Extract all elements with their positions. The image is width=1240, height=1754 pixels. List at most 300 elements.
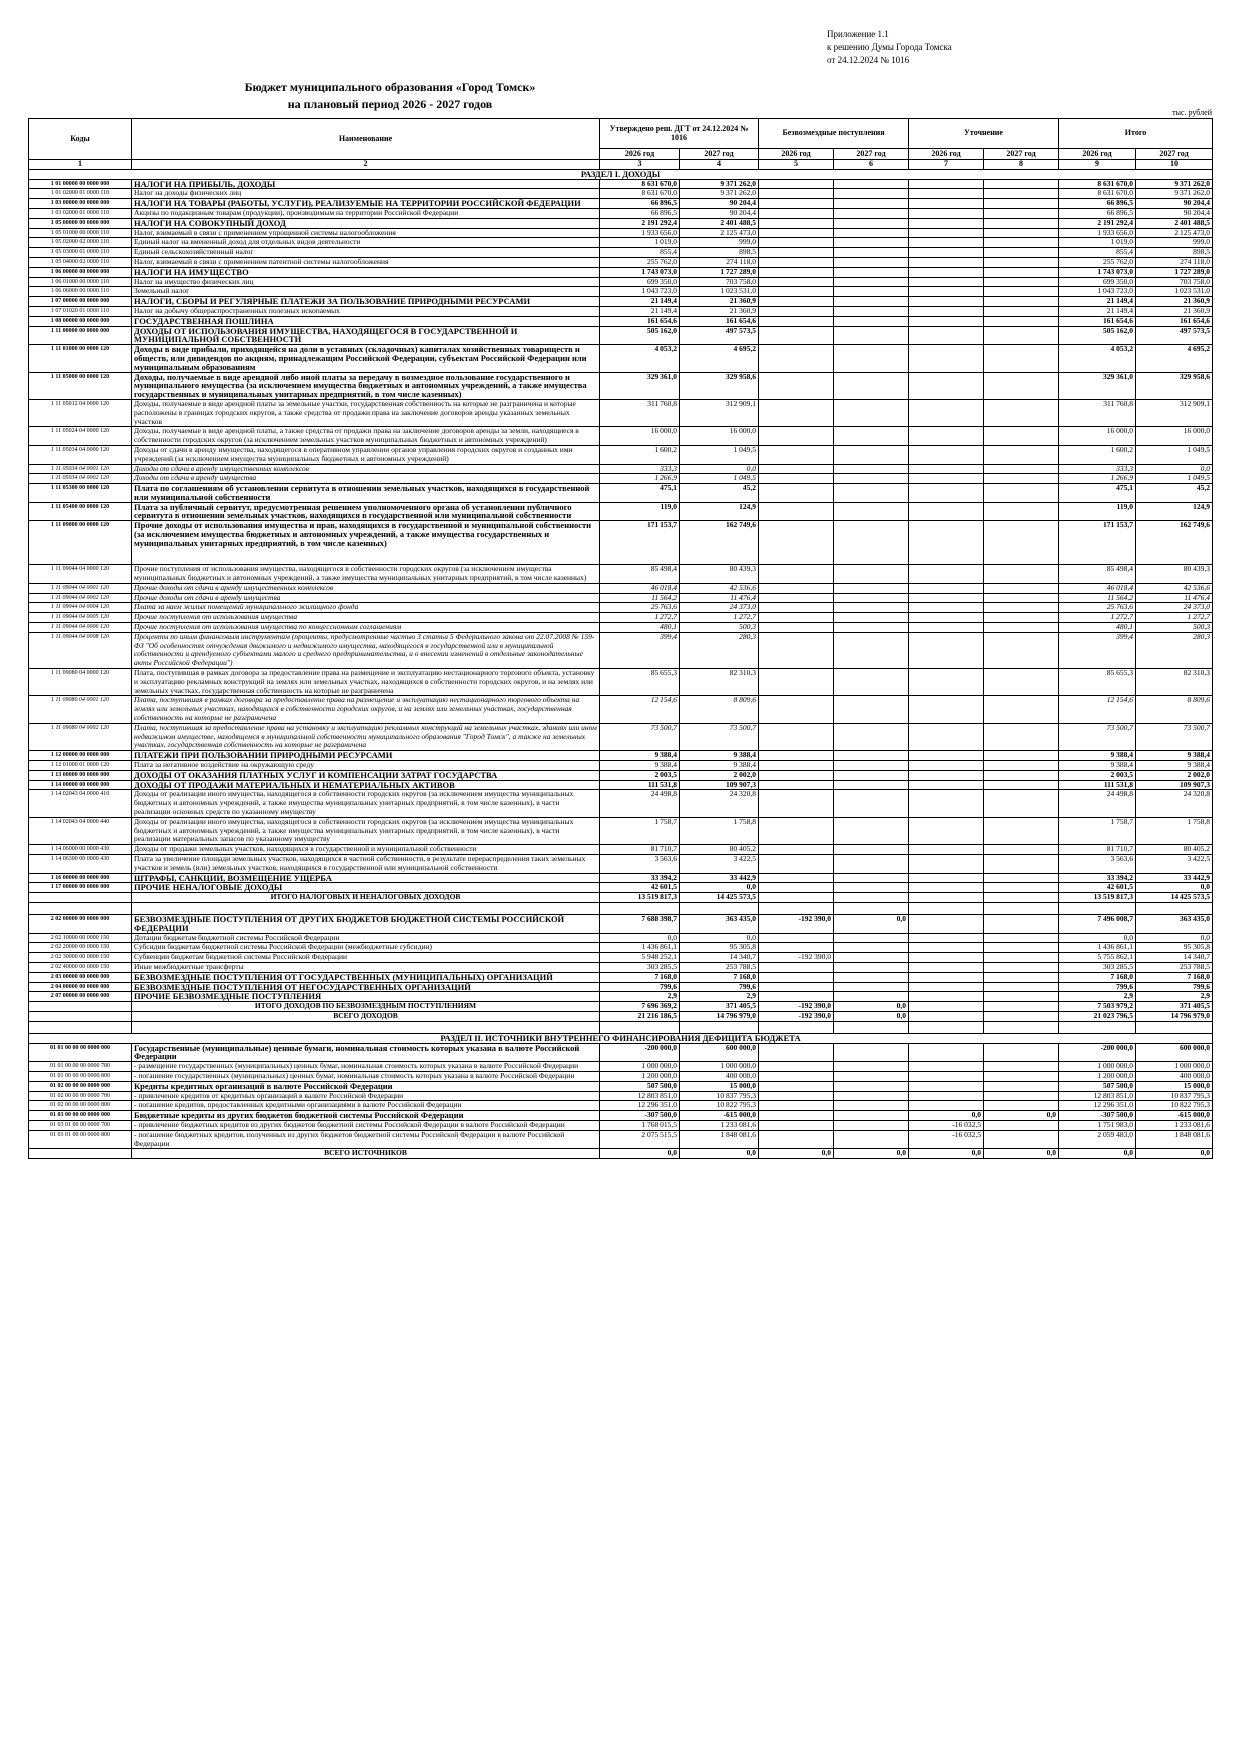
row-value: 253 788,5 bbox=[1136, 962, 1213, 972]
row-value: 600 000,0 bbox=[680, 1043, 759, 1062]
row-value: 497 573,5 bbox=[680, 326, 759, 345]
row-value: 999,0 bbox=[1136, 238, 1213, 248]
table-row bbox=[29, 1111, 1213, 1121]
row-value bbox=[759, 751, 834, 761]
row-value: 21 360,9 bbox=[680, 297, 759, 307]
row-value: 0,0 bbox=[909, 1149, 984, 1159]
row-value bbox=[759, 238, 834, 248]
row-value bbox=[834, 565, 909, 584]
header-year: 2026 год bbox=[600, 149, 680, 160]
row-value bbox=[909, 1002, 984, 1012]
row-value: 0,0 bbox=[834, 914, 909, 933]
row-value bbox=[834, 751, 909, 761]
row-value: 507 500,0 bbox=[600, 1081, 680, 1091]
row-value bbox=[909, 723, 984, 750]
row-value bbox=[759, 632, 834, 668]
table-row bbox=[29, 623, 1213, 633]
row-value: 73 500,7 bbox=[1136, 723, 1213, 750]
table-row bbox=[29, 565, 1213, 584]
row-value: 80 439,3 bbox=[1136, 565, 1213, 584]
row-code: 1 11 09080 04 0000 120 bbox=[29, 669, 132, 696]
row-value: 2 401 488,5 bbox=[680, 218, 759, 228]
row-value: 1 600,2 bbox=[600, 445, 680, 464]
row-value bbox=[984, 943, 1059, 953]
row-value bbox=[909, 770, 984, 780]
header-year: 2027 год bbox=[984, 149, 1059, 160]
row-value bbox=[834, 267, 909, 277]
row-value: 855,4 bbox=[1059, 248, 1136, 258]
row-value: 0,0 bbox=[600, 933, 680, 943]
row-value: 82 310,3 bbox=[680, 669, 759, 696]
row-value: -16 032,5 bbox=[909, 1120, 984, 1130]
header-name: Наименование bbox=[132, 119, 600, 160]
table-row bbox=[29, 751, 1213, 761]
row-name: Акцизы по подакцизным товарам (продукции), производимым на территории Российской Федерации bbox=[132, 208, 600, 218]
row-value: 5 948 252,1 bbox=[600, 953, 680, 963]
row-value: 21 149,4 bbox=[1059, 297, 1136, 307]
row-value: 7 688 398,7 bbox=[600, 914, 680, 933]
row-value bbox=[834, 854, 909, 873]
row-name: Доходы от продажи земельных участков, находящихся в государственной и муниципальной собственности bbox=[132, 845, 600, 855]
row-code: 01 01 00 00 00 0000 800 bbox=[29, 1071, 132, 1081]
empty-cell bbox=[984, 902, 1059, 914]
row-value: 8 631 670,0 bbox=[1059, 189, 1136, 199]
row-value bbox=[909, 593, 984, 603]
row-value: 303 285,5 bbox=[600, 962, 680, 972]
row-value: 0,0 bbox=[680, 883, 759, 893]
row-value: 13 519 817,3 bbox=[600, 893, 680, 903]
row-value bbox=[834, 316, 909, 326]
row-value bbox=[984, 208, 1059, 218]
table-row bbox=[29, 169, 1213, 179]
header-year: 2026 год bbox=[759, 149, 834, 160]
row-value: 8 631 670,0 bbox=[1059, 179, 1136, 189]
row-value bbox=[759, 696, 834, 723]
row-value: 85 655,3 bbox=[1059, 669, 1136, 696]
row-value: 10 837 795,3 bbox=[1136, 1091, 1213, 1101]
row-value: 2,9 bbox=[1136, 992, 1213, 1002]
row-value bbox=[909, 933, 984, 943]
row-value bbox=[984, 603, 1059, 613]
table-row bbox=[29, 208, 1213, 218]
row-code: 1 11 05034 04 0001 120 bbox=[29, 464, 132, 474]
column-number: 4 bbox=[680, 160, 759, 170]
row-value: 7 168,0 bbox=[680, 972, 759, 982]
row-value bbox=[834, 632, 909, 668]
row-value bbox=[834, 1081, 909, 1091]
row-code: 1 07 00000 00 0000 000 bbox=[29, 297, 132, 307]
row-value: 371 405,5 bbox=[680, 1002, 759, 1012]
row-name: Плата, поступившая в рамках договора за предоставление права на размещение и эксплуатацию нестационарного торгового объекта, установку и эксплуатацию рекламных конструкций на землях или земельных участках, находящихся в собственности городских округов, и на землях или земельных участках, государственная собственность на которые не разграничена bbox=[132, 669, 600, 696]
table-row bbox=[29, 962, 1213, 972]
row-value bbox=[834, 399, 909, 426]
row-value bbox=[834, 427, 909, 446]
row-value bbox=[759, 603, 834, 613]
row-name: Налог на доходы физических лиц bbox=[132, 189, 600, 199]
row-code: 1 17 00000 00 0000 000 bbox=[29, 883, 132, 893]
empty-cell bbox=[680, 902, 759, 914]
row-value: 333,3 bbox=[600, 464, 680, 474]
row-value: 66 896,5 bbox=[1059, 208, 1136, 218]
row-value bbox=[759, 943, 834, 953]
row-value: 2 401 488,5 bbox=[1136, 218, 1213, 228]
row-value: 1 758,8 bbox=[1136, 817, 1213, 844]
row-value bbox=[759, 345, 834, 372]
row-name: Доходы от сдачи в аренду имущества, находящегося в оперативном управлении органов управления городских округов и созданных ими учреждений (за исключением имущества муниципальных бюджетных и автономных учреждений) bbox=[132, 445, 600, 464]
row-code: 1 05 04000 02 0000 110 bbox=[29, 257, 132, 267]
row-value: 9 371 262,0 bbox=[680, 189, 759, 199]
row-value bbox=[759, 1062, 834, 1072]
row-value: 80 405,2 bbox=[1136, 845, 1213, 855]
row-code: 01 02 00 00 00 0000 700 bbox=[29, 1091, 132, 1101]
row-value: 5 755 862,1 bbox=[1059, 953, 1136, 963]
row-value: -200 000,0 bbox=[600, 1043, 680, 1062]
row-value: 0,0 bbox=[1136, 933, 1213, 943]
row-value bbox=[834, 502, 909, 521]
row-name: - погашение кредитов, предоставленных кредитными организациями в валюте Российской Федерации bbox=[132, 1101, 600, 1111]
table-row bbox=[29, 883, 1213, 893]
row-value bbox=[984, 297, 1059, 307]
table-row bbox=[29, 345, 1213, 372]
row-value bbox=[759, 326, 834, 345]
row-value: 280,3 bbox=[680, 632, 759, 668]
row-value bbox=[759, 267, 834, 277]
row-code: 1 11 09044 04 0008 120 bbox=[29, 632, 132, 668]
row-value: 2 059 483,0 bbox=[1059, 1130, 1136, 1149]
table-row bbox=[29, 445, 1213, 464]
empty-cell bbox=[834, 902, 909, 914]
row-value bbox=[984, 972, 1059, 982]
table-row bbox=[29, 943, 1213, 953]
row-value bbox=[984, 199, 1059, 209]
row-value: 25 763,6 bbox=[600, 603, 680, 613]
row-value bbox=[834, 603, 909, 613]
row-value bbox=[909, 943, 984, 953]
row-value: 703 758,0 bbox=[680, 277, 759, 287]
table-row bbox=[29, 1062, 1213, 1072]
row-value: 73 500,7 bbox=[680, 723, 759, 750]
row-value bbox=[834, 218, 909, 228]
row-value bbox=[984, 982, 1059, 992]
row-value: 85 498,4 bbox=[600, 565, 680, 584]
row-value bbox=[909, 1091, 984, 1101]
column-number: 7 bbox=[909, 160, 984, 170]
row-value: 16 000,0 bbox=[600, 427, 680, 446]
row-value bbox=[909, 992, 984, 1002]
row-value: 475,1 bbox=[600, 484, 680, 503]
row-value bbox=[909, 326, 984, 345]
row-value bbox=[759, 399, 834, 426]
table-row bbox=[29, 933, 1213, 943]
row-value bbox=[909, 632, 984, 668]
row-value: 3 563,6 bbox=[600, 854, 680, 873]
row-value bbox=[834, 326, 909, 345]
row-value bbox=[759, 845, 834, 855]
row-value: 253 788,5 bbox=[680, 962, 759, 972]
row-value: 2 003,5 bbox=[1059, 770, 1136, 780]
row-value bbox=[834, 277, 909, 287]
row-value: 14 340,7 bbox=[1136, 953, 1213, 963]
row-value: -16 032,5 bbox=[909, 1130, 984, 1149]
row-value bbox=[834, 1062, 909, 1072]
row-value: 363 435,0 bbox=[1136, 914, 1213, 933]
row-value bbox=[834, 474, 909, 484]
header-year: 2026 год bbox=[909, 149, 984, 160]
empty-cell bbox=[909, 902, 984, 914]
row-value bbox=[984, 1081, 1059, 1091]
row-code: 1 01 00000 00 0000 000 bbox=[29, 179, 132, 189]
row-code bbox=[29, 1011, 132, 1021]
row-value: 311 760,8 bbox=[1059, 399, 1136, 426]
row-code: 2 03 00000 00 0000 000 bbox=[29, 972, 132, 982]
row-value: 109 907,3 bbox=[1136, 780, 1213, 790]
row-value bbox=[909, 623, 984, 633]
row-value bbox=[984, 1071, 1059, 1081]
row-value: 9 388,4 bbox=[600, 761, 680, 771]
row-name: БЕЗВОЗМЕЗДНЫЕ ПОСТУПЛЕНИЯ ОТ ГОСУДАРСТВЕННЫХ (МУНИЦИПАЛЬНЫХ) ОРГАНИЗАЦИЙ bbox=[132, 972, 600, 982]
row-code: 1 05 02000 02 0000 110 bbox=[29, 238, 132, 248]
row-value bbox=[984, 593, 1059, 603]
row-value: 1 848 081,6 bbox=[1136, 1130, 1213, 1149]
row-value bbox=[984, 632, 1059, 668]
row-value: 33 442,9 bbox=[680, 873, 759, 883]
empty-cell bbox=[29, 902, 132, 914]
row-value: 7 696 369,2 bbox=[600, 1002, 680, 1012]
row-value: 13 519 817,3 bbox=[1059, 893, 1136, 903]
row-value: 898,5 bbox=[1136, 248, 1213, 258]
row-name: ГОСУДАРСТВЕННАЯ ПОШЛИНА bbox=[132, 316, 600, 326]
row-value: 85 655,3 bbox=[600, 669, 680, 696]
row-value bbox=[909, 345, 984, 372]
row-name: ИТОГО НАЛОГОВЫХ И НЕНАЛОГОВЫХ ДОХОДОВ bbox=[132, 893, 600, 903]
row-code: 1 11 09044 04 0004 120 bbox=[29, 603, 132, 613]
table-row bbox=[29, 228, 1213, 238]
row-code: 2 04 00000 00 0000 000 bbox=[29, 982, 132, 992]
header-year: 2027 год bbox=[834, 149, 909, 160]
row-code: 1 13 00000 00 0000 000 bbox=[29, 770, 132, 780]
row-value bbox=[834, 790, 909, 817]
row-value bbox=[834, 613, 909, 623]
row-value bbox=[984, 228, 1059, 238]
row-value: 4 053,2 bbox=[1059, 345, 1136, 372]
row-value: 42 536,6 bbox=[680, 583, 759, 593]
row-name: Прочие доходы от сдачи в аренду имущества bbox=[132, 593, 600, 603]
row-value: 799,6 bbox=[1059, 982, 1136, 992]
row-value: 1 933 656,0 bbox=[600, 228, 680, 238]
row-value: 45,2 bbox=[680, 484, 759, 503]
row-value: 80 405,2 bbox=[680, 845, 759, 855]
column-number: 10 bbox=[1136, 160, 1213, 170]
row-value: 111 531,8 bbox=[1059, 780, 1136, 790]
row-code: 1 14 06000 00 0000 430 bbox=[29, 845, 132, 855]
row-value bbox=[834, 445, 909, 464]
row-value bbox=[984, 893, 1059, 903]
row-value bbox=[834, 817, 909, 844]
table-row bbox=[29, 914, 1213, 933]
row-value: -307 500,0 bbox=[1059, 1111, 1136, 1121]
row-value bbox=[984, 1043, 1059, 1062]
row-value: 1 727 289,0 bbox=[680, 267, 759, 277]
row-value bbox=[984, 521, 1059, 565]
row-value bbox=[834, 593, 909, 603]
row-value: 9 388,4 bbox=[680, 751, 759, 761]
row-value bbox=[909, 1071, 984, 1081]
empty-cell bbox=[132, 902, 600, 914]
table-row bbox=[29, 1033, 1213, 1043]
row-value: 9 371 262,0 bbox=[1136, 189, 1213, 199]
row-value bbox=[759, 484, 834, 503]
row-value bbox=[909, 189, 984, 199]
table-row bbox=[29, 770, 1213, 780]
row-value bbox=[759, 1120, 834, 1130]
row-code: 1 05 03000 01 0000 110 bbox=[29, 248, 132, 258]
row-code: 2 02 20000 00 0000 150 bbox=[29, 943, 132, 953]
row-value bbox=[834, 845, 909, 855]
row-value: 12 296 351,0 bbox=[1059, 1101, 1136, 1111]
row-value: 4 695,2 bbox=[680, 345, 759, 372]
table-row bbox=[29, 873, 1213, 883]
row-code: 1 14 02043 04 0000 410 bbox=[29, 790, 132, 817]
row-value bbox=[834, 287, 909, 297]
table-row bbox=[29, 199, 1213, 209]
row-value bbox=[759, 962, 834, 972]
row-name: НАЛОГИ НА СОВОКУПНЫЙ ДОХОД bbox=[132, 218, 600, 228]
row-value: 1 272,7 bbox=[1059, 613, 1136, 623]
row-value bbox=[984, 306, 1059, 316]
empty-cell bbox=[759, 1021, 834, 1033]
row-value: 0,0 bbox=[1059, 933, 1136, 943]
row-value: 9 371 262,0 bbox=[1136, 179, 1213, 189]
row-value: 161 654,6 bbox=[1136, 316, 1213, 326]
table-row bbox=[29, 484, 1213, 503]
row-value: 66 896,5 bbox=[600, 208, 680, 218]
row-value: 505 162,0 bbox=[1059, 326, 1136, 345]
row-value: 9 388,4 bbox=[680, 761, 759, 771]
table-row bbox=[29, 464, 1213, 474]
row-value bbox=[759, 316, 834, 326]
row-value bbox=[834, 1120, 909, 1130]
row-value: 33 394,2 bbox=[1059, 873, 1136, 883]
row-value: 171 153,7 bbox=[1059, 521, 1136, 565]
row-value bbox=[909, 306, 984, 316]
table-row bbox=[29, 474, 1213, 484]
row-value bbox=[834, 943, 909, 953]
row-value: 1 049,5 bbox=[680, 474, 759, 484]
row-value bbox=[834, 623, 909, 633]
row-value bbox=[984, 1002, 1059, 1012]
row-code: 1 11 01000 00 0000 120 bbox=[29, 345, 132, 372]
header-total: Итого bbox=[1059, 119, 1213, 149]
row-name: Бюджетные кредиты из других бюджетов бюджетной системы Российской Федерации bbox=[132, 1111, 600, 1121]
row-value bbox=[909, 893, 984, 903]
row-name: НАЛОГИ НА ИМУЩЕСТВО bbox=[132, 267, 600, 277]
row-value: 855,4 bbox=[600, 248, 680, 258]
table-row bbox=[29, 669, 1213, 696]
row-value bbox=[909, 583, 984, 593]
row-value bbox=[834, 972, 909, 982]
row-value: 399,4 bbox=[600, 632, 680, 668]
table-row bbox=[29, 854, 1213, 873]
row-value: -192 390,0 bbox=[759, 1002, 834, 1012]
row-value bbox=[834, 1071, 909, 1081]
row-value bbox=[759, 1111, 834, 1121]
row-name: Прочие поступления от использования имущества по концессионным соглашениям bbox=[132, 623, 600, 633]
row-value bbox=[909, 790, 984, 817]
row-name: Налог, взимаемый в связи с применением патентной системы налогообложения bbox=[132, 257, 600, 267]
row-code: 1 06 06000 00 0000 110 bbox=[29, 287, 132, 297]
row-value bbox=[759, 208, 834, 218]
row-value: 119,0 bbox=[1059, 502, 1136, 521]
row-value: 1 436 861,1 bbox=[600, 943, 680, 953]
row-value: 507 500,0 bbox=[1059, 1081, 1136, 1091]
row-value bbox=[984, 1101, 1059, 1111]
header-year: 2027 год bbox=[680, 149, 759, 160]
table-row bbox=[29, 1130, 1213, 1149]
row-value: 1 727 289,0 bbox=[1136, 267, 1213, 277]
row-value bbox=[834, 883, 909, 893]
row-value: 66 896,5 bbox=[1059, 199, 1136, 209]
table-row bbox=[29, 502, 1213, 521]
row-value: 0,0 bbox=[680, 1149, 759, 1159]
row-value: 7 168,0 bbox=[1136, 972, 1213, 982]
row-code: 01 02 00 00 00 0000 800 bbox=[29, 1101, 132, 1111]
row-value: 11 564,2 bbox=[1059, 593, 1136, 603]
empty-cell bbox=[909, 1021, 984, 1033]
row-value: 81 710,7 bbox=[600, 845, 680, 855]
row-name: ПРОЧИЕ БЕЗВОЗМЕЗДНЫЕ ПОСТУПЛЕНИЯ bbox=[132, 992, 600, 1002]
row-value: 480,1 bbox=[600, 623, 680, 633]
row-value bbox=[909, 613, 984, 623]
row-value bbox=[834, 982, 909, 992]
row-value: 1 266,9 bbox=[600, 474, 680, 484]
row-value bbox=[909, 982, 984, 992]
row-name: ШТРАФЫ, САНКЦИИ, ВОЗМЕЩЕНИЕ УЩЕРБА bbox=[132, 873, 600, 883]
row-value bbox=[984, 257, 1059, 267]
row-value: 0,0 bbox=[759, 1149, 834, 1159]
row-value bbox=[909, 464, 984, 474]
row-value bbox=[834, 583, 909, 593]
row-value bbox=[759, 297, 834, 307]
row-name: Доходы, получаемые в виде арендной платы за земельные участки, государственная собственность на которые не разграничена и которые расположены в границах городских округов, а также средства от продажи права на заключение договоров аренды указанных земельных участков bbox=[132, 399, 600, 426]
row-value: 2 125 473,0 bbox=[680, 228, 759, 238]
row-name: Прочие поступления от использования имущества, находящегося в собственности городских округов (за исключением имущества муниципальных бюджетных и автономных учреждений, а также имущества муниципальных унитарных предприятий, в том числе казенных) bbox=[132, 565, 600, 584]
table-row bbox=[29, 399, 1213, 426]
row-value bbox=[834, 484, 909, 503]
row-value: 15 000,0 bbox=[1136, 1081, 1213, 1091]
row-value: 363 435,0 bbox=[680, 914, 759, 933]
row-value bbox=[909, 228, 984, 238]
table-row bbox=[29, 992, 1213, 1002]
row-code: 1 11 00000 00 0000 000 bbox=[29, 326, 132, 345]
table-row bbox=[29, 179, 1213, 189]
row-value bbox=[909, 1101, 984, 1111]
row-value bbox=[984, 962, 1059, 972]
row-name: Прочие доходы от использования имущества и прав, находящихся в государственной и муниципальной собственности (за исключением имущества бюджетных и автономных учреждений, а также имущества государственных и муниципальных унитарных предприятий, в том числе казенных) bbox=[132, 521, 600, 565]
row-value: 1 272,7 bbox=[1136, 613, 1213, 623]
row-value bbox=[834, 228, 909, 238]
row-value: 124,9 bbox=[1136, 502, 1213, 521]
row-value: 162 749,6 bbox=[1136, 521, 1213, 565]
row-value: 2 075 515,5 bbox=[600, 1130, 680, 1149]
row-value: 24 498,8 bbox=[1059, 790, 1136, 817]
row-value: 12 803 851,0 bbox=[600, 1091, 680, 1101]
row-code: 1 14 00000 00 0000 000 bbox=[29, 780, 132, 790]
table-row bbox=[29, 1021, 1213, 1033]
row-value: -192 390,0 bbox=[759, 953, 834, 963]
row-value: 333,3 bbox=[1059, 464, 1136, 474]
row-value bbox=[909, 445, 984, 464]
row-value: 1 758,7 bbox=[1059, 817, 1136, 844]
